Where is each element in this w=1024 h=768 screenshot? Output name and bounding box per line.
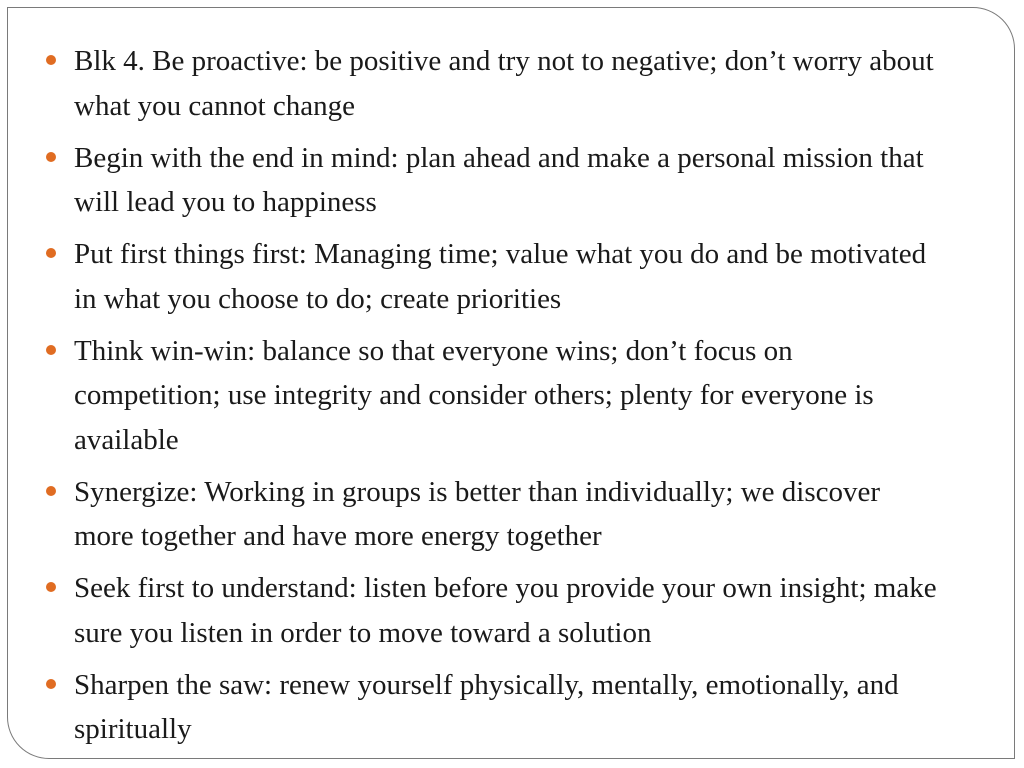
bullet-item-sharpen-the-saw xyxy=(46,663,946,752)
bullet-text: Sharpen the saw: renew yourself physically, mentally, emotionally, and spiritually xyxy=(74,668,899,745)
bullet-dot-icon xyxy=(46,345,56,355)
bullet-item-be-proactive xyxy=(46,39,946,128)
bullet-item-begin-with-end xyxy=(46,136,946,225)
bullet-text: Put first things first: Managing time; value what you do and be motivated in what you choose to do; create priorities xyxy=(74,238,927,315)
bullet-dot-icon xyxy=(46,679,56,689)
bullet-dot-icon xyxy=(46,248,56,258)
bullet-dot-icon xyxy=(46,152,56,162)
bullet-text: Begin with the end in mind: plan ahead and make a personal mission that will lead you to happiness xyxy=(74,141,924,218)
bullet-dot-icon xyxy=(46,582,56,592)
bullet-text: Blk 4. Be proactive: be positive and try not to negative; don’t worry about what you cannot change xyxy=(74,45,934,122)
bullet-text: Think win-win: balance so that everyone wins; don’t focus on competition; use integrity and consider others; plenty for everyone is available xyxy=(74,334,874,456)
bullet-item-seek-first xyxy=(46,566,946,655)
bullet-dot-icon xyxy=(46,486,56,496)
bullet-item-first-things-first xyxy=(46,232,946,321)
bullet-item-synergize xyxy=(46,470,946,559)
bullet-dot-icon xyxy=(46,55,56,65)
bullet-item-think-win-win xyxy=(46,329,946,463)
bullet-list xyxy=(46,39,946,759)
slide-frame xyxy=(7,7,1015,759)
bullet-text: Synergize: Working in groups is better than individually; we discover more together and have more energy together xyxy=(74,475,881,552)
bullet-text: Seek first to understand: listen before you provide your own insight; make sure you listen in order to move toward a solution xyxy=(74,572,937,649)
